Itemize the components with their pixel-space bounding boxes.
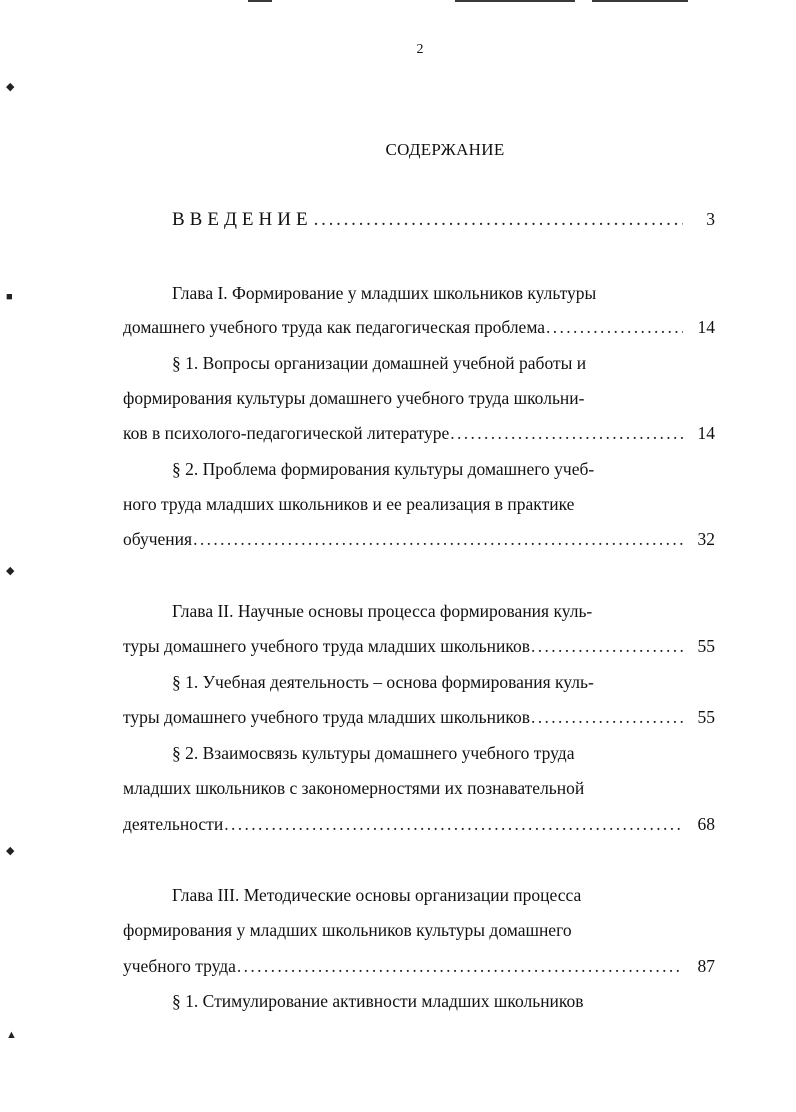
toc-entry-chapter-3 [123,955,715,977]
toc-entry-text: туры домашнего учебного труда младших школьников [123,707,530,727]
toc-entry-chapter-1-section-1 [123,422,715,444]
toc-section-line: § 2. Взаимосвязь культуры домашнего учебного труда [172,743,575,763]
leader-dots [314,209,683,231]
leader-dots [193,528,683,550]
toc-entry-text: деятельности [123,814,224,834]
binding-mark: ◆ [6,81,15,93]
toc-page-number: 87 [697,956,715,976]
toc-entry-text: учебного труда [123,956,236,976]
toc-section-line: § 2. Проблема формирования культуры домашнего учеб- [172,459,595,479]
toc-section-line: формирования культуры домашнего учебного труда школьни- [123,388,585,408]
leader-dots [450,422,683,444]
binding-mark: ◆ [6,565,15,577]
toc-entry-text: туры домашнего учебного труда младших школьников [123,636,530,656]
binding-mark: ▲ [6,1029,17,1041]
toc-section-line: младших школьников с закономерностями их познавательной [123,778,585,798]
toc-entry-chapter-2-section-2 [123,813,715,835]
toc-entry-introduction [172,208,715,231]
toc-page-number: 14 [697,317,715,337]
toc-section-line: § 1. Вопросы организации домашней учебной работы и [172,353,587,373]
toc-page-number: 3 [706,209,715,229]
toc-page-number: 14 [697,423,715,443]
toc-chapter-heading: формирования у младших школьников культуры домашнего [123,920,572,940]
leader-dots [531,635,683,657]
binding-mark: ◆ [6,845,15,857]
toc-entry-text: ков в психолого-педагогической литературе [123,423,450,443]
toc-page-number: 55 [697,636,715,656]
toc-section-line: ного труда младших школьников и ее реализация в практике [123,494,575,514]
toc-entry-chapter-1 [123,316,715,338]
leader-dots [224,813,683,835]
page-number: 2 [416,42,424,57]
toc-section-line: § 1. Учебная деятельность – основа формирования куль- [172,672,594,692]
toc-entry-chapter-2 [123,635,715,657]
leader-dots [237,955,683,977]
leader-dots [546,316,683,338]
page-title: СОДЕРЖАНИЕ [385,140,505,159]
toc-chapter-heading: Глава II. Научные основы процесса формирования куль- [172,601,593,621]
leader-dots [531,706,683,728]
toc-page-number: 68 [697,814,715,834]
toc-chapter-heading: Глава I. Формирование у младших школьников культуры [172,283,597,303]
toc-chapter-heading: Глава III. Методические основы организации процесса [172,885,582,905]
toc-section-line: § 1. Стимулирование активности младших школьников [172,991,584,1011]
toc-page-number: 32 [697,529,715,549]
toc-entry-text: обучения [123,529,193,549]
toc-entry-text: ВВЕДЕНИЕ [172,209,313,230]
toc-page-number: 55 [697,707,715,727]
toc-entry-chapter-1-section-2 [123,528,715,550]
binding-mark: ■ [6,291,13,303]
toc-entry-text: домашнего учебного труда как педагогическая проблема [123,317,546,337]
toc-entry-chapter-2-section-1 [123,706,715,728]
